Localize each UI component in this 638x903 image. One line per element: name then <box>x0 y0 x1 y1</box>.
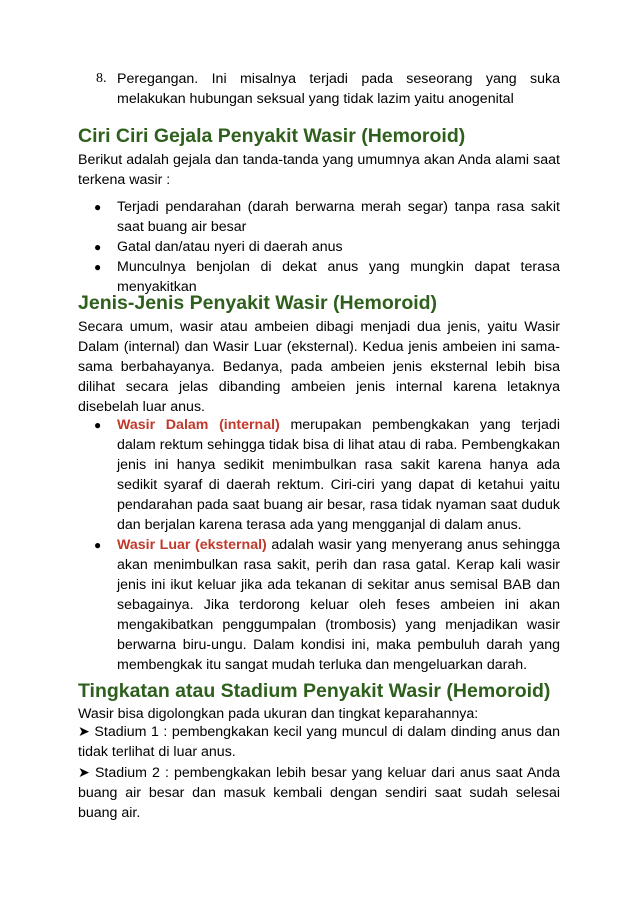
heading-jenis-jenis: Jenis-Jenis Penyakit Wasir (Hemoroid) <box>78 292 438 314</box>
jenis-list <box>78 415 560 675</box>
list-item: ● Gatal dan/atau nyeri di daerah anus <box>94 239 343 255</box>
term-wasir-luar: Wasir Luar (eksternal) <box>117 537 267 553</box>
item-number: 8. <box>96 71 107 86</box>
stage-1-text: ➤ Stadium 1 : pembengkakan kecil yang muncul di dalam dinding anus dan tidak terlihat di luar anus. <box>78 724 560 760</box>
heading-ciri-ciri: Ciri Ciri Gejala Penyakit Wasir (Hemoroid) <box>78 125 466 147</box>
gejala-list <box>78 197 560 297</box>
stage-2-text: ➤ Stadium 2 : pembengkakan lebih besar yang keluar dari anus saat Anda buang air besar dan masuk kembali dengan sendiri saat sudah selesai buang air. <box>78 765 560 821</box>
item-text: Peregangan. Ini misalnya terjadi pada seseorang yang suka melakukan hubungan seksual yang tidak lazim yaitu anogenital <box>117 71 560 107</box>
bullet-icon: ● <box>94 260 102 274</box>
list-item: ● Terjadi pendarahan (darah berwarna merah segar) tanpa rasa sakit saat buang air besar <box>94 199 560 235</box>
term-wasir-dalam: Wasir Dalam (internal) <box>117 417 280 433</box>
list-item-wasir-luar: ● Wasir Luar (eksternal) adalah wasir yang menyerang anus sehingga akan menimbulkan rasa sakit, perih dan rasa gatal. Kerap kali wasir jenis ini ikut keluar jika ada tekanan di sekitar anus semisal BAB dan sebagainya. Jika terdorong keluar oleh feses ambeien ini akan mengakibatkan penggumpalan (trombosis) yang menjadikan wasir berwarna biru-ungu. Dalam kondisi ini, maka pembuluh darah yang membengkak itu sangat mudah terluka dan mengeluarkan darah. <box>94 537 560 673</box>
paragraph-tingkatan-intro: Wasir bisa digolongkan pada ukuran dan tingkat keparahannya: <box>78 706 479 722</box>
list-item: ● Munculnya benjolan di dekat anus yang mungkin dapat terasa menyakitkan <box>94 259 560 295</box>
heading-tingkatan: Tingkatan atau Stadium Penyakit Wasir (Hemoroid) <box>78 680 551 702</box>
bullet-icon: ● <box>94 538 102 552</box>
numbered-item-8 <box>96 69 560 109</box>
list-item-wasir-dalam: ● Wasir Dalam (internal) merupakan pembengkakan yang terjadi dalam rektum sehingga tidak bisa di lihat atau di raba. Pembengkakan jenis ini hanya sedikit menimbulkan rasa sakit karena hanya ada sedikit syaraf di daerah rektum. Ciri-ciri yang dapat di ketahui yaitu pendarahan pada saat buang air besar, rasa tidak nyaman saat duduk dan berjalan karena terasa ada yang mengganjal di dalam anus. <box>94 417 560 533</box>
paragraph-gejala-intro: Berikut adalah gejala dan tanda-tanda yang umumnya akan Anda alami saat terkena wasir : <box>78 152 560 188</box>
bullet-icon: ● <box>94 418 102 432</box>
bullet-icon: ● <box>94 240 102 254</box>
paragraph-jenis-intro: Secara umum, wasir atau ambeien dibagi menjadi dua jenis, yaitu Wasir Dalam (internal) dan Wasir Luar (eksternal). Kedua jenis ambeien ini sama-sama berbahayanya. Bedanya, pada ambeien jenis eksternal lebih bisa dilihat secara jelas dibanding ambeien jenis internal karena letaknya disebelah luar anus. <box>78 319 560 415</box>
bullet-icon: ● <box>94 200 102 214</box>
